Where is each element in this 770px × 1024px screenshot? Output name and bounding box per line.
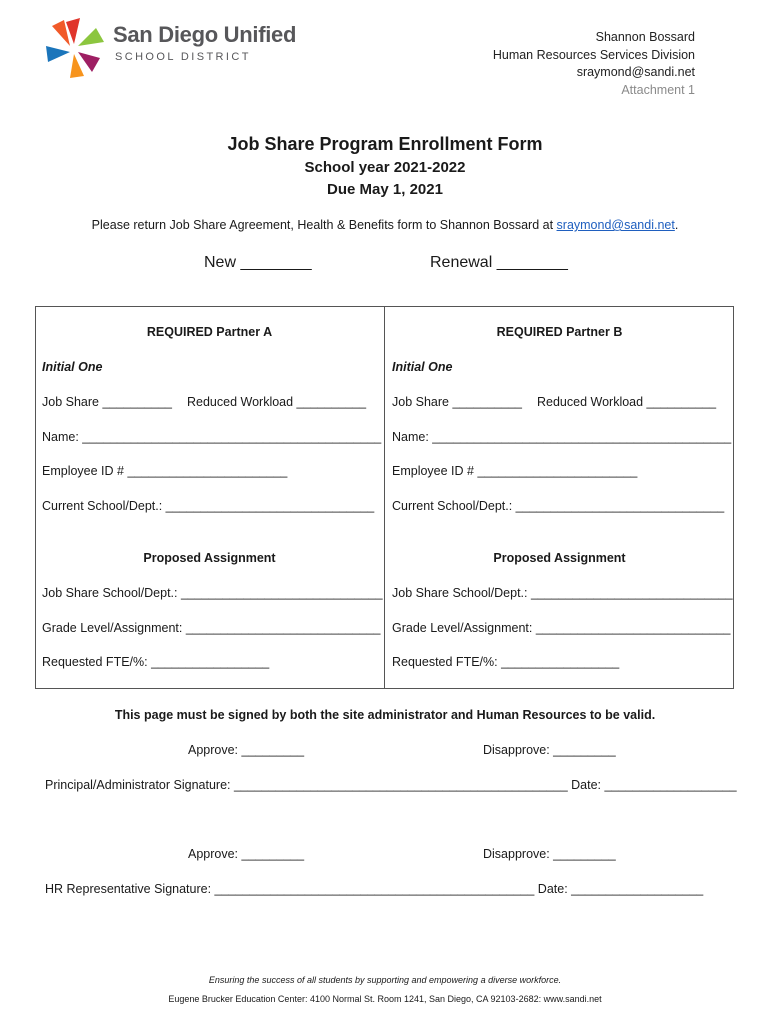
partner-a-employee-id-field[interactable]: Employee ID # _______________________ <box>42 464 288 478</box>
partner-b-grade-level-field[interactable]: Grade Level/Assignment: ____________________________ <box>392 621 731 635</box>
signature-notice: This page must be signed by both the site administrator and Human Resources to be valid. <box>114 708 656 722</box>
partner-a-name-field[interactable]: Name: ___________________________________________ <box>42 430 382 444</box>
partner-b-fte-field[interactable]: Requested FTE/%: _________________ <box>392 655 620 669</box>
due-date: Due May 1, 2021 <box>327 181 443 198</box>
renewal-option[interactable]: Renewal ________ <box>430 254 568 271</box>
partner-a-initial-one: Initial One <box>42 360 103 374</box>
pinwheel-logo-icon <box>42 16 106 80</box>
instructions-end: . <box>674 218 679 232</box>
school-year: School year 2021-2022 <box>304 159 466 176</box>
partner-b-job-share-field[interactable]: Job Share __________ <box>392 395 522 409</box>
contact-email: sraymond@sandi.net <box>576 65 695 79</box>
partner-b-heading: REQUIRED Partner B <box>496 325 623 339</box>
email-link[interactable]: sraymond@sandi.net <box>556 218 675 232</box>
partner-a-job-share-field[interactable]: Job Share __________ <box>42 395 172 409</box>
partner-b-employee-id-field[interactable]: Employee ID # _______________________ <box>392 464 638 478</box>
partner-a-grade-level-field[interactable]: Grade Level/Assignment: ____________________________ <box>42 621 381 635</box>
org-name: San Diego Unified <box>113 22 297 47</box>
partner-b-name-field[interactable]: Name: ___________________________________________ <box>392 430 732 444</box>
instructions <box>0 218 770 232</box>
contact-block <box>493 29 695 99</box>
partner-a-proposed-heading: Proposed Assignment <box>143 551 276 565</box>
principal-signature-field[interactable]: Principal/Administrator Signature: ________________________________________________ Date: ___________________ <box>45 778 737 792</box>
new-option[interactable]: New ________ <box>204 254 312 271</box>
org-subtitle: SCHOOL DISTRICT <box>115 51 251 63</box>
partner-b-job-share-school-field[interactable]: Job Share School/Dept.: _____________________________ <box>392 586 733 600</box>
disapprove-field-1[interactable]: Disapprove: _________ <box>483 743 616 757</box>
partner-a-fte-field[interactable]: Requested FTE/%: _________________ <box>42 655 270 669</box>
approve-field-2[interactable]: Approve: _________ <box>188 847 305 861</box>
footer-tagline: Ensuring the success of all students by supporting and empowering a diverse workforce. <box>208 975 562 985</box>
table-divider <box>384 306 385 689</box>
contact-name: Shannon Bossard <box>595 30 695 44</box>
partner-b-initial-one: Initial One <box>392 360 453 374</box>
partner-a-reduced-workload-field[interactable]: Reduced Workload __________ <box>187 395 367 409</box>
partner-b-reduced-workload-field[interactable]: Reduced Workload __________ <box>537 395 717 409</box>
footer-address: Eugene Brucker Education Center: 4100 Normal St. Room 1241, San Diego, CA 92103-2682: www.sandi.net <box>168 994 602 1004</box>
partner-b-current-school-field[interactable]: Current School/Dept.: ______________________________ <box>392 499 725 513</box>
disapprove-field-2[interactable]: Disapprove: _________ <box>483 847 616 861</box>
hr-signature-field[interactable]: HR Representative Signature: ______________________________________________ Date: ___________________ <box>45 882 704 896</box>
partner-b-proposed-heading: Proposed Assignment <box>493 551 626 565</box>
form-title: Job Share Program Enrollment Form <box>227 134 543 154</box>
partner-a-current-school-field[interactable]: Current School/Dept.: ______________________________ <box>42 499 375 513</box>
partner-a-heading: REQUIRED Partner A <box>146 325 273 339</box>
contact-division: Human Resources Services Division <box>492 47 695 62</box>
approve-field-1[interactable]: Approve: _________ <box>188 743 305 757</box>
partner-a-job-share-school-field[interactable]: Job Share School/Dept.: _____________________________ <box>42 586 383 600</box>
district-logo <box>42 16 106 85</box>
attachment-label: Attachment 1 <box>621 82 695 97</box>
instructions-text: Please return Job Share Agreement, Health & Benefits form to Shannon Bossard at <box>91 218 557 232</box>
